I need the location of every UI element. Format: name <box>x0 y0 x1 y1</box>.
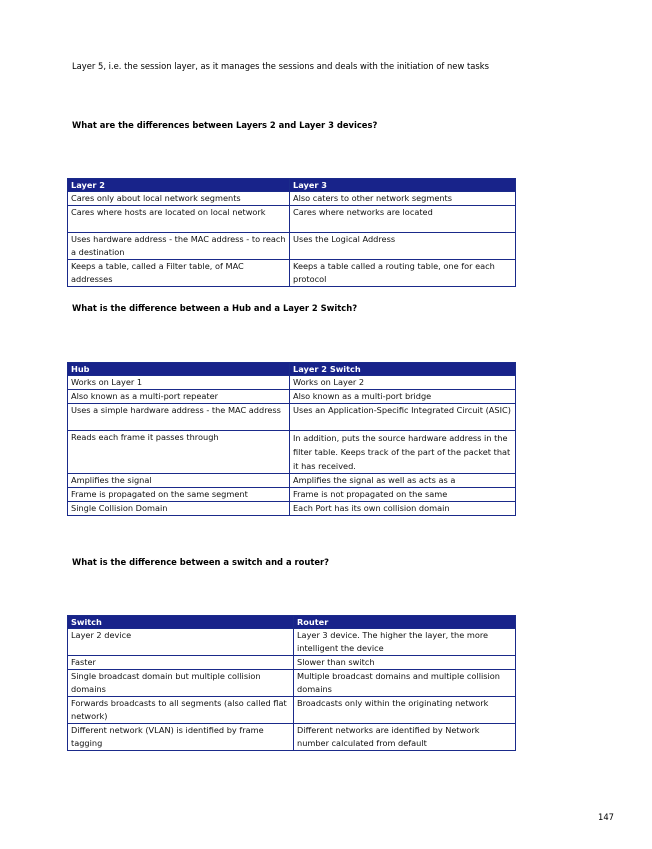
table-cell: Also known as a multi-port repeater <box>68 390 290 404</box>
table-cell: Reads each frame it passes through <box>68 431 290 474</box>
column-header: Switch <box>68 616 294 629</box>
question-layer2-vs-layer3: What are the differences between Layers 2 and Layer 3 devices? <box>72 120 378 130</box>
table-cell: Frame is propagated on the same segment <box>68 488 290 502</box>
table-row <box>68 474 516 488</box>
hub-vs-switch-table <box>67 362 516 516</box>
column-header: Layer 2 Switch <box>290 363 516 376</box>
table-row <box>68 656 516 670</box>
question-switch-vs-router: What is the difference between a switch and a router? <box>72 557 330 567</box>
table-cell: Each Port has its own collision domain <box>290 502 516 516</box>
table-cell: Broadcasts only within the originating network <box>294 697 516 724</box>
table-cell: Uses hardware address - the MAC address - to reach a destination <box>68 233 290 260</box>
table-cell: Different networks are identified by Network number calculated from default <box>294 724 516 751</box>
column-header: Hub <box>68 363 290 376</box>
table-cell: In addition, puts the source hardware address in the filter table. Keeps track of the part of the packet that it has received. <box>290 431 516 474</box>
table-cell: Keeps a table called a routing table, one for each protocol <box>290 260 516 287</box>
table-cell: Cares where hosts are located on local network <box>68 206 290 233</box>
table-row <box>68 260 516 287</box>
table-row <box>68 488 516 502</box>
table-cell: Layer 2 device <box>68 629 294 656</box>
column-header: Router <box>294 616 516 629</box>
table-cell: Works on Layer 1 <box>68 376 290 390</box>
table-row <box>68 206 516 233</box>
page-number: 147 <box>598 812 614 822</box>
table-header-row <box>68 363 516 376</box>
table-cell: Cares where networks are located <box>290 206 516 233</box>
table-row <box>68 697 516 724</box>
table-row <box>68 670 516 697</box>
table-cell: Also known as a multi-port bridge <box>290 390 516 404</box>
table-cell: Single Collision Domain <box>68 502 290 516</box>
table-cell: Amplifies the signal <box>68 474 290 488</box>
column-header: Layer 2 <box>68 179 290 192</box>
table-cell: Single broadcast domain but multiple collision domains <box>68 670 294 697</box>
table-cell: Cares only about local network segments <box>68 192 290 206</box>
table-cell: Uses the Logical Address <box>290 233 516 260</box>
table-cell: Slower than switch <box>294 656 516 670</box>
table-cell: Works on Layer 2 <box>290 376 516 390</box>
table-row <box>68 502 516 516</box>
table-row <box>68 390 516 404</box>
table-cell: Amplifies the signal as well as acts as a <box>290 474 516 488</box>
table-cell: Uses an Application-Specific Integrated Circuit (ASIC) <box>290 404 516 431</box>
table-row <box>68 724 516 751</box>
table-cell: Also caters to other network segments <box>290 192 516 206</box>
column-header: Layer 3 <box>290 179 516 192</box>
table-row <box>68 376 516 390</box>
table-row <box>68 404 516 431</box>
table-header-row <box>68 616 516 629</box>
switch-vs-router-table <box>67 615 516 751</box>
intro-paragraph: Layer 5, i.e. the session layer, as it manages the sessions and deals with the initiation of new tasks <box>72 61 489 71</box>
table-cell: Frame is not propagated on the same <box>290 488 516 502</box>
table-row <box>68 629 516 656</box>
table-cell: Keeps a table, called a Filter table, of MAC addresses <box>68 260 290 287</box>
table-row <box>68 192 516 206</box>
table-cell: Multiple broadcast domains and multiple collision domains <box>294 670 516 697</box>
table-cell: Different network (VLAN) is identified by frame tagging <box>68 724 294 751</box>
table-cell: Forwards broadcasts to all segments (also called flat network) <box>68 697 294 724</box>
layer2-vs-layer3-table <box>67 178 516 287</box>
table-cell: Uses a simple hardware address - the MAC address <box>68 404 290 431</box>
table-row <box>68 431 516 474</box>
table-header-row <box>68 179 516 192</box>
table-cell: Faster <box>68 656 294 670</box>
table-row <box>68 233 516 260</box>
question-hub-vs-switch: What is the difference between a Hub and a Layer 2 Switch? <box>72 303 358 313</box>
table-cell: Layer 3 device. The higher the layer, the more intelligent the device <box>294 629 516 656</box>
